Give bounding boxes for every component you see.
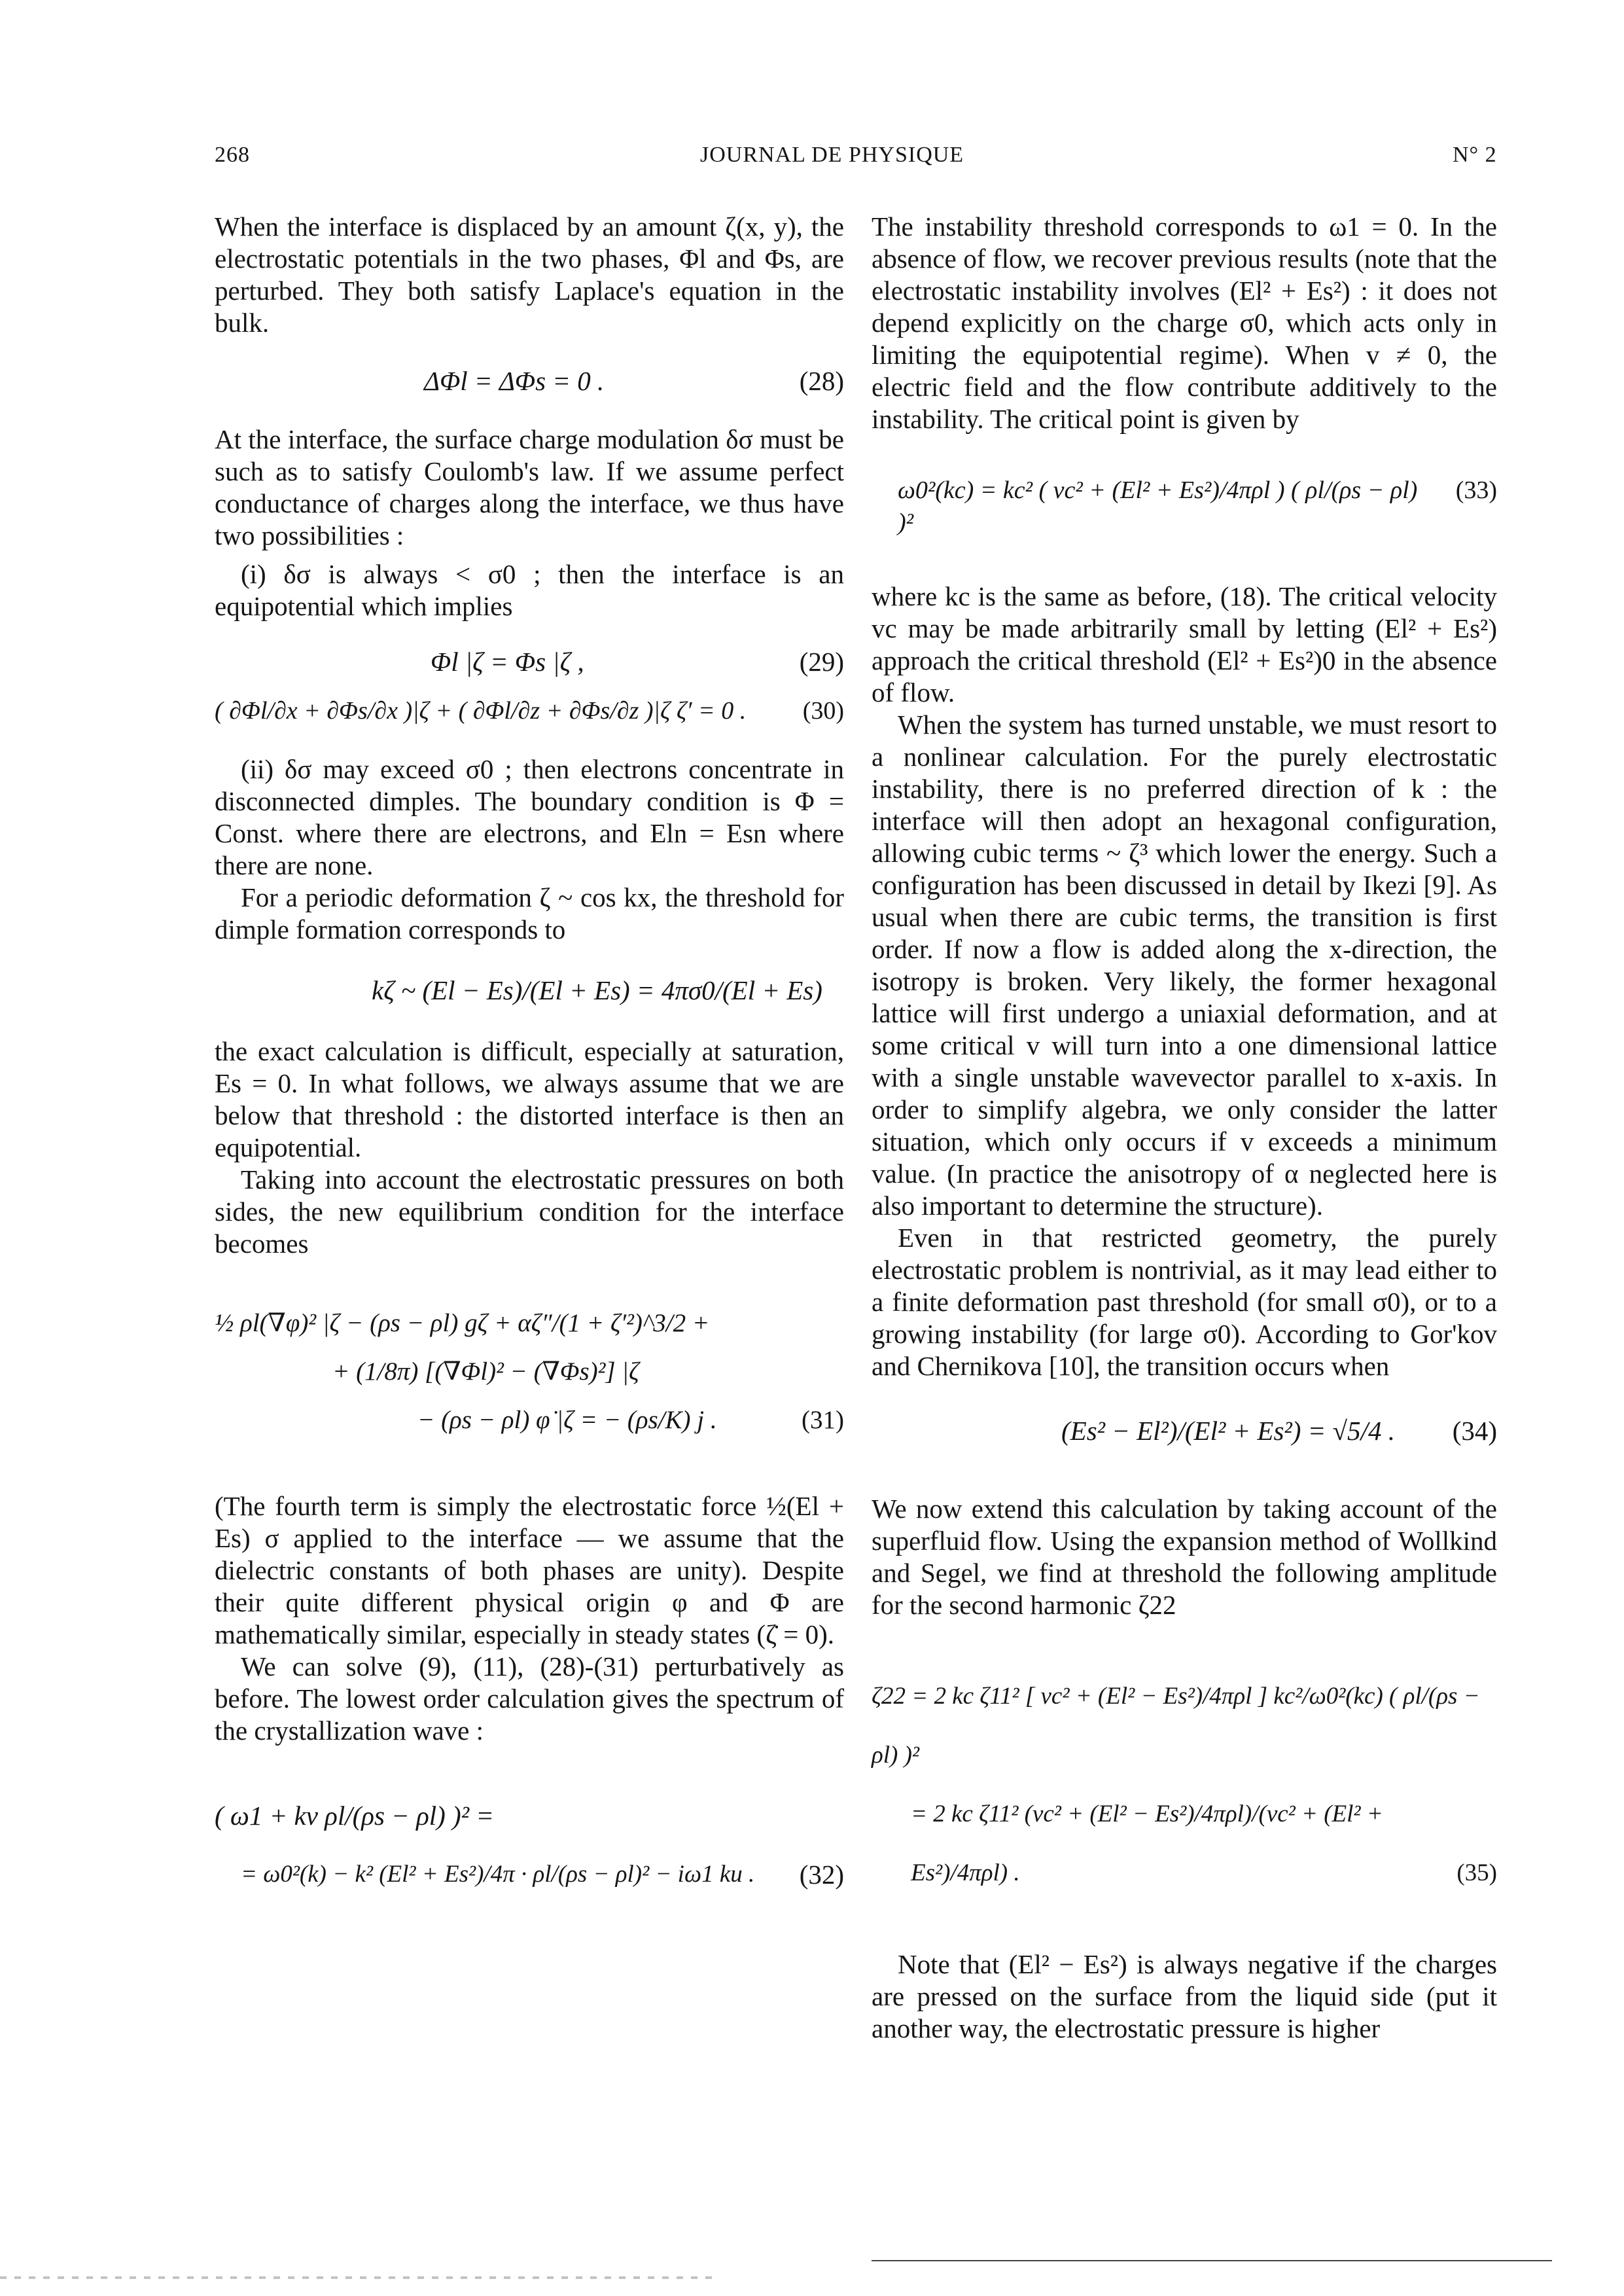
- equation-line: + (1/8π) [(∇Φl)² − (∇Φs)²] |ζ: [332, 1357, 639, 1386]
- equation-32: [215, 1786, 844, 1904]
- equation-line: ½ ρl(∇φ)² |ζ − (ρs − ρl) gζ + αζ″/(1 + ζ′²)^3/2 +: [215, 1309, 710, 1337]
- equation-33: [872, 475, 1497, 539]
- equation-line: − (ρs − ρl) φ̇ |ζ = − (ρs/K) j .: [417, 1406, 717, 1434]
- paragraph: When the interface is displaced by an amount ζ(x, y), the electrostatic potentials in the two phases, Φl and Φs, are perturbed. They both satisfy Laplace's equation in the bulk.: [215, 211, 844, 338]
- paragraph: We now extend this calculation by taking account of the superfluid flow. Using the expansion method of Wollkind and Segel, we find at threshold the following amplitude for the second harmonic ζ22: [872, 1494, 1497, 1620]
- equation-31: [215, 1299, 844, 1444]
- equation-28: [215, 365, 844, 397]
- equation-body: ΔΦl = ΔΦs = 0 .: [424, 366, 605, 396]
- paragraph: Taking into account the electrostatic pressures on both sides, the new equilibrium condition for the interface becomes: [215, 1164, 844, 1259]
- equation-number: (34): [1452, 1416, 1497, 1446]
- equation-line: ζ22 = 2 kc ζ11² [ vc² + (El² − Es²)/4πρl ] kc²/ω0²(kc) ( ρl/(ρs − ρl) )²: [872, 1683, 1480, 1768]
- equation-number: (35): [1456, 1859, 1497, 1886]
- left-column: [215, 211, 844, 1921]
- page-number: 268: [215, 143, 250, 167]
- equation-number: (30): [802, 697, 844, 725]
- equation-body: (Es² − El²)/(El² + Es²) = √5/4 .: [1061, 1416, 1395, 1446]
- equation-number: (29): [799, 647, 844, 677]
- equation-body: ( ∂Φl/∂x + ∂Φs/∂x )|ζ + ( ∂Φl/∂z + ∂Φs/∂z )|ζ ζ′ = 0 .: [215, 697, 747, 725]
- paragraph: For a periodic deformation ζ ~ cos kx, the threshold for dimple formation corresponds to: [215, 882, 844, 944]
- equation-body: ω0²(kc) = kc² ( vc² + (El² + Es²)/4πρl ) ( ρl/(ρs − ρl) )²: [898, 476, 1418, 536]
- journal-title: JOURNAL DE PHYSIQUE: [700, 143, 964, 167]
- equation-number: (31): [802, 1406, 844, 1434]
- paragraph: the exact calculation is difficult, especially at saturation, Es = 0. In what follows, we always assume that we are below that threshold : the distorted interface is then an equipotential.: [215, 1036, 844, 1162]
- equation-29: [215, 646, 844, 678]
- paragraph: Note that (El² − Es²) is always negative if the charges are pressed on the surface from the liquid side (put it another way, the electrostatic pressure is higher: [872, 1949, 1497, 2043]
- equation-line: ( ω1 + kv ρl/(ρs − ρl) )² =: [215, 1801, 494, 1831]
- scan-artifact-dots: [0, 2276, 720, 2279]
- paragraph: When the system has turned unstable, we must resort to a nonlinear calculation. For the purely electrostatic instability, there is no preferred direction of k : the interface will then adopt an hexagonal configuration, allowing cubic terms ~ ζ³ which lower the energy. Such a configuration has been discussed in detail by Ikezi [9]. As usual when there are cubic terms, the transition is first order. If now a flow is added along the x-direction, the isotropy is broken. Very likely, the former hexagonal lattice will first undergo a uniaxial deformation, and at some critical v will turn into a one dimensional lattice with a single unstable wavevector parallel to x-axis. In order to simplify algebra, we only consider the latter situation, which only occurs if v exceeds a minimum value. (In practice the anisotropy of α neglected here is also important to determine the structure).: [872, 709, 1497, 1221]
- paragraph: The instability threshold corresponds to ω1 = 0. In the absence of flow, we recover previous results (note that the electrostatic instability involves (El² + Es²) : it does not depend explicitly on the charge σ0, which acts only in limiting the equipotential regime). When v ≠ 0, the electric field and the flow contribute additively to the instability. The critical point is given by: [872, 211, 1497, 434]
- equation-dimple: [215, 975, 844, 1007]
- paragraph: Even in that restricted geometry, the purely electrostatic problem is nontrivial, as it may lead either to a finite deformation past threshold (for small σ0), or to a growing instability (for large σ0). According to Gor'kov and Chernikova [10], the transition occurs when: [872, 1223, 1497, 1381]
- equation-34: [872, 1415, 1497, 1447]
- right-column: [872, 211, 1497, 2045]
- equation-line: = 2 kc ζ11² (vc² + (El² − Es²)/4πρl)/(vc² + (El² + Es²)/4πρl) .: [911, 1801, 1383, 1886]
- equation-body: Φl |ζ = Φs |ζ ,: [431, 647, 584, 677]
- equation-35: [872, 1667, 1497, 1903]
- equation-line: = ω0²(k) − k² (El² + Es²)/4π · ρl/(ρs − ρl)² − iω1 ku .: [241, 1861, 755, 1888]
- paragraph: We can solve (9), (11), (28)-(31) perturbatively as before. The lowest order calculation gives the spectrum of the crystallization wave :: [215, 1651, 844, 1746]
- paragraph: where kc is the same as before, (18). The critical velocity vc may be made arbitrarily small by letting (El² + Es²) approach the critical threshold (El² + Es²)0 in the absence of flow.: [872, 581, 1497, 708]
- paragraph: (ii) δσ may exceed σ0 ; then electrons concentrate in disconnected dimples. The boundary condition is Φ = Const. where there are electrons, and Eln = Esn where there are none.: [215, 754, 844, 880]
- equation-number: (28): [799, 366, 844, 396]
- issue-number: N° 2: [1453, 143, 1497, 167]
- equation-number: (33): [1455, 476, 1497, 504]
- equation-number: (32): [799, 1859, 844, 1890]
- footer-rule: [872, 2260, 1552, 2261]
- paragraph: (i) δσ is always < σ0 ; then the interface is an equipotential which implies: [215, 559, 844, 621]
- equation-body: kζ ~ (El − Es)/(El + Es) = 4πσ0/(El + Es): [372, 975, 822, 1005]
- paragraph: (The fourth term is simply the electrostatic force ½(El + Es) σ applied to the interface — we assume that the dielectric constants of both phases are unity). Despite their quite different physical origin φ and Φ are mathematically similar, especially in steady states (ζ̇ = 0).: [215, 1491, 844, 1649]
- paragraph: At the interface, the surface charge modulation δσ must be such as to satisfy Coulomb's law. If we assume perfect conductance of charges along the interface, we thus have two possibilities :: [215, 424, 844, 550]
- equation-30: [215, 695, 844, 727]
